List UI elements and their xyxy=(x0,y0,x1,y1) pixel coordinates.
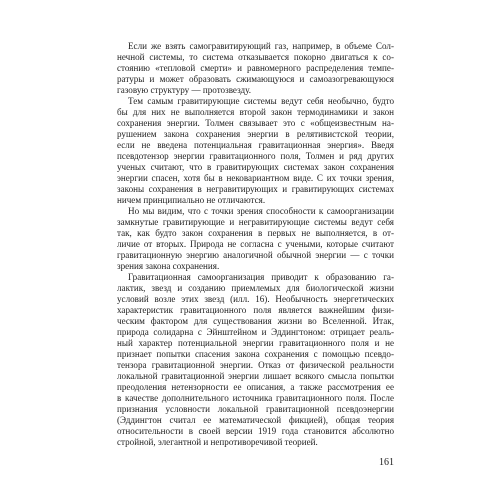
text-line: зрения закона сохранения. xyxy=(117,261,220,271)
text-line: энергии спасен, хотя бы в нековариантном виде. С их точки зрения, xyxy=(117,173,394,183)
text-line: преодоления нетензорности ее описания, а также рассмотрения ее xyxy=(117,382,394,392)
body-text xyxy=(117,41,394,448)
text-line: так, как будто закон сохранения в первых не выполняется, в от- xyxy=(117,228,394,238)
paragraph-2 xyxy=(117,96,394,206)
text-line: условий возле этих звезд (илл. 16). Необычность энергетических xyxy=(117,294,394,304)
text-line: Но мы видим, что с точки зрения способности к самоорганизации xyxy=(128,206,394,216)
text-line: Тем самым гравитирующие системы ведут себя необычно, будто xyxy=(128,96,394,106)
text-line: ратуры и может образовать сжимающуюся и самоазогревающуюся xyxy=(117,74,394,84)
text-line: стоянию «тепловой смерти» и равномерного распределения темпе- xyxy=(117,63,394,73)
text-line: Если же взять самогравитирующий газ, например, в объеме Сол- xyxy=(128,41,394,51)
text-line: ный характер потенциальной энергии гравитационного поля и не xyxy=(117,338,394,348)
text-line: Гравитационная самоорганизация приводит к образованию га- xyxy=(128,272,394,282)
text-line: личие от вторых. Природа не согласна с учеными, которые считают xyxy=(117,239,394,249)
text-line: псевдотензор энергии гравитационного поля, Толмен и ряд других xyxy=(117,151,394,161)
text-line: гравитационную энергию аналогичной обычной энергии — с точки xyxy=(117,250,394,260)
text-line: замкнутые гравитирующие и негравитирующие системы ведут себя xyxy=(117,217,394,227)
text-line: тензора гравитационной энергии. Отказ от физической реальности xyxy=(117,360,394,370)
text-line: относительности в своей версии 1919 года становится абсолютно xyxy=(117,426,394,436)
text-line: (Эддингтон считал ее математической фикцией), общая теория xyxy=(117,415,394,425)
text-line: лактик, звезд и созданию приемлемых для биологической жизни xyxy=(117,283,394,293)
text-line: газовую структуру — протозвезду. xyxy=(117,85,252,95)
text-line: ческим фактором для существования жизни во Вселенной. Итак, xyxy=(117,316,394,326)
text-line: нечной системы, то система отказывается покорно двигаться к со- xyxy=(117,52,394,62)
text-line: рушением закона сохранения энергии в релятивистской теории, xyxy=(117,129,394,139)
text-line: природа солидарна с Эйнштейном и Эддингтоном: отрицает реаль- xyxy=(117,327,394,337)
text-line: характеристик гравитационного поля является важнейшим физи- xyxy=(117,305,394,315)
text-line: стройной, элегантной и непротиворечивой теорией. xyxy=(117,437,318,447)
text-line: сохранения энергии. Толмен связывает это с «общеизвестным на- xyxy=(117,118,394,128)
text-line: ничем принципиально не отличаются. xyxy=(117,195,266,205)
paragraph-1 xyxy=(117,41,394,96)
page-number: 161 xyxy=(379,457,394,468)
text-line: локальной гравитационной энергии лишает всякого смысла попытки xyxy=(117,371,394,381)
text-line: признания условности локальной гравитационной псевдоэнергии xyxy=(117,404,394,414)
text-line: в качестве дополнительного источника гравитационного поля. После xyxy=(117,393,394,403)
text-line: законы сохранения в негравитирующих и гравитирующих системах xyxy=(117,184,394,194)
paragraph-4 xyxy=(117,272,394,448)
text-line: если не введена потенциальная гравитационная энергия». Введя xyxy=(117,140,394,150)
text-line: бы для них не выполняется второй закон термодинамики и закон xyxy=(117,107,394,117)
text-line: ученых считают, что в гравитирующих системах закон сохранения xyxy=(117,162,394,172)
text-line: признает попытки спасения закона сохранения с помощью псевдо- xyxy=(117,349,394,359)
paragraph-3 xyxy=(117,206,394,272)
